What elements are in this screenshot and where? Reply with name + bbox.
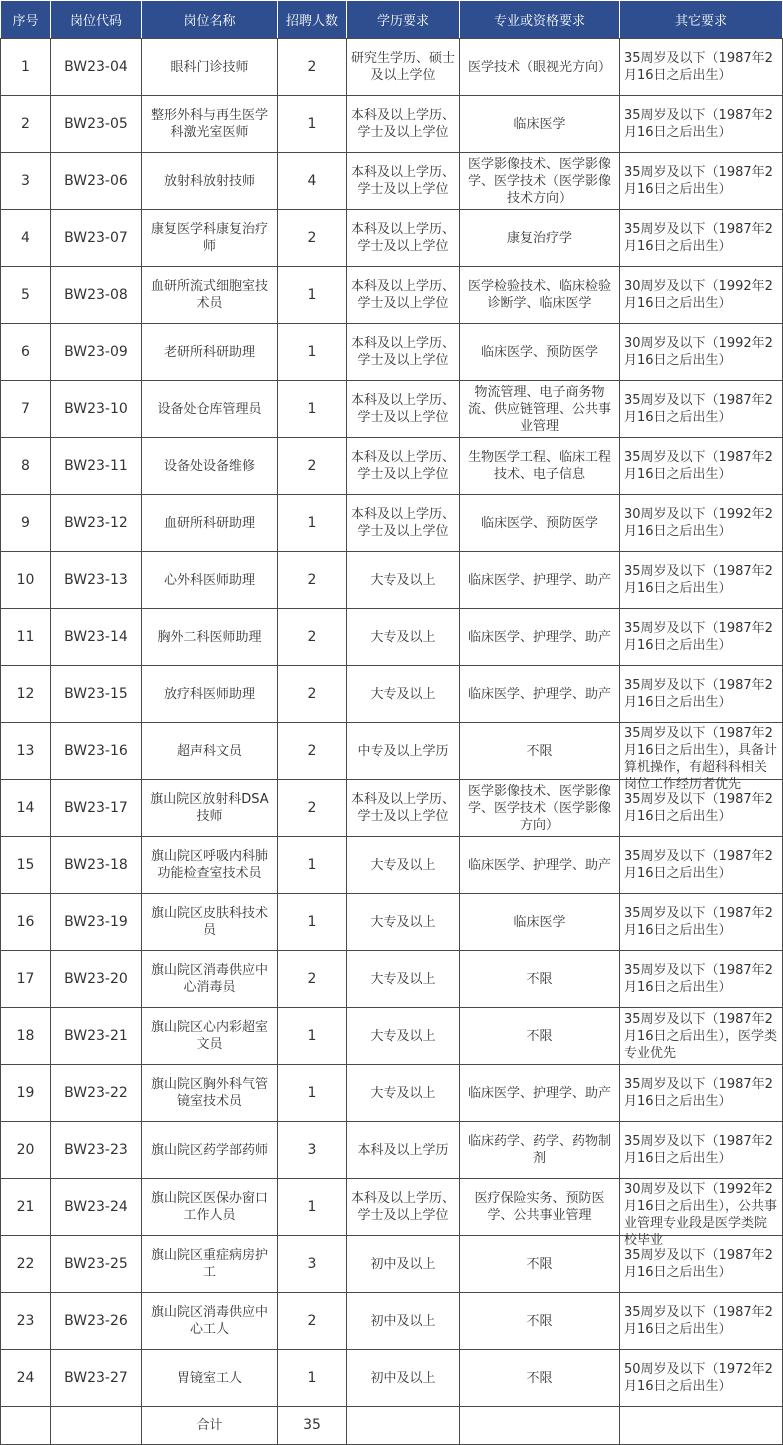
- other-text: 30周岁及以下（1992年2月16日之后出生），公共事业管理专业段是医学类院校毕业: [624, 1182, 778, 1248]
- cell-major: 不限: [460, 723, 620, 780]
- cell-education: 本科及以上学历、学士及以上学位: [347, 210, 460, 267]
- cell-major: 不限: [460, 1008, 620, 1065]
- table-row: [1, 837, 783, 894]
- cell-no: 24: [1, 1350, 51, 1407]
- cell-education: 研究生学历、硕士及以上学位: [347, 39, 460, 96]
- cell-other: [620, 837, 783, 894]
- cell-major: 临床医学: [460, 894, 620, 951]
- cell-no: 12: [1, 666, 51, 723]
- cell-position-name: 血研所科研助理: [142, 495, 278, 552]
- total-empty-4: [460, 1407, 620, 1445]
- other-text: 35周岁及以下（1987年2月16日之后出生）: [624, 1134, 773, 1166]
- cell-code: BW23-11: [51, 438, 142, 495]
- cell-education: 本科及以上学历、学士及以上学位: [347, 495, 460, 552]
- header-other: 其它要求: [620, 1, 783, 39]
- cell-count: 2: [278, 1293, 347, 1350]
- cell-count: 1: [278, 1008, 347, 1065]
- cell-other: [620, 1350, 783, 1407]
- cell-education: 大专及以上: [347, 837, 460, 894]
- cell-education: 大专及以上: [347, 951, 460, 1008]
- cell-count: 1: [278, 267, 347, 324]
- cell-no: 10: [1, 552, 51, 609]
- table-row: [1, 267, 783, 324]
- cell-no: 18: [1, 1008, 51, 1065]
- cell-count: 3: [278, 1236, 347, 1293]
- cell-no: 17: [1, 951, 51, 1008]
- cell-count: 1: [278, 324, 347, 381]
- cell-position-name: 放疗科医师助理: [142, 666, 278, 723]
- other-text: 35周岁及以下（1987年2月16日之后出生）: [624, 1077, 773, 1109]
- cell-code: BW23-14: [51, 609, 142, 666]
- cell-major: 康复治疗学: [460, 210, 620, 267]
- cell-major: 不限: [460, 951, 620, 1008]
- cell-other: [620, 894, 783, 951]
- cell-position-name: 旗山院区呼吸内科肺功能检查室技术员: [142, 837, 278, 894]
- cell-position-name: 超声科文员: [142, 723, 278, 780]
- cell-other: [620, 438, 783, 495]
- other-text: 35周岁及以下（1987年2月16日之后出生），具备计算机操作，有超科科相关岗位工作经历者优先: [624, 726, 778, 792]
- header-code: 岗位代码: [51, 1, 142, 39]
- cell-no: 16: [1, 894, 51, 951]
- other-text: 35周岁及以下（1987年2月16日之后出生）: [624, 450, 773, 482]
- other-text: 50周岁及以下（1972年2月16日之后出生）: [624, 1362, 773, 1394]
- table-row: [1, 609, 783, 666]
- cell-count: 2: [278, 723, 347, 780]
- cell-code: BW23-06: [51, 153, 142, 210]
- other-text: 35周岁及以下（1987年2月16日之后出生）: [624, 1305, 773, 1337]
- cell-code: BW23-09: [51, 324, 142, 381]
- cell-position-name: 旗山院区消毒供应中心消毒员: [142, 951, 278, 1008]
- cell-position-name: 旗山院区皮肤科技术员: [142, 894, 278, 951]
- cell-count: 1: [278, 837, 347, 894]
- cell-count: 3: [278, 1122, 347, 1179]
- cell-code: BW23-10: [51, 381, 142, 438]
- cell-education: 初中及以上: [347, 1350, 460, 1407]
- cell-no: 2: [1, 96, 51, 153]
- table-row: [1, 1350, 783, 1407]
- cell-code: BW23-19: [51, 894, 142, 951]
- cell-code: BW23-21: [51, 1008, 142, 1065]
- cell-education: 大专及以上: [347, 1008, 460, 1065]
- total-row: [1, 1407, 783, 1445]
- cell-no: 8: [1, 438, 51, 495]
- cell-no: 23: [1, 1293, 51, 1350]
- header-count: 招聘人数: [278, 1, 347, 39]
- cell-major: 临床医学、护理学、助产: [460, 609, 620, 666]
- cell-no: 1: [1, 39, 51, 96]
- cell-major: 医学影像技术、医学影像学、医学技术（医学影像技术方向）: [460, 153, 620, 210]
- other-text: 35周岁及以下（1987年2月16日之后出生）: [624, 792, 773, 824]
- cell-position-name: 旗山院区胸外科气管镜室技术员: [142, 1065, 278, 1122]
- cell-major: 物流管理、电子商务物流、供应链管理、公共事业管理: [460, 381, 620, 438]
- cell-code: BW23-13: [51, 552, 142, 609]
- cell-education: 本科及以上学历、学士及以上学位: [347, 267, 460, 324]
- cell-code: BW23-26: [51, 1293, 142, 1350]
- table-row: [1, 324, 783, 381]
- cell-other: [620, 153, 783, 210]
- table-row: [1, 39, 783, 96]
- table-row: [1, 210, 783, 267]
- cell-major: 临床医学、护理学、助产: [460, 837, 620, 894]
- cell-major: 临床药学、药学、药物制剂: [460, 1122, 620, 1179]
- table-row: [1, 438, 783, 495]
- table-row: [1, 96, 783, 153]
- other-text: 35周岁及以下（1987年2月16日之后出生）: [624, 165, 773, 197]
- cell-count: 1: [278, 1350, 347, 1407]
- cell-major: 医学检验技术、临床检验诊断学、临床医学: [460, 267, 620, 324]
- table-row: [1, 666, 783, 723]
- cell-no: 11: [1, 609, 51, 666]
- cell-count: 2: [278, 951, 347, 1008]
- cell-education: 初中及以上: [347, 1293, 460, 1350]
- other-text: 35周岁及以下（1987年2月16日之后出生），医学类专业优先: [624, 1011, 778, 1061]
- cell-code: BW23-05: [51, 96, 142, 153]
- cell-education: 本科及以上学历、学士及以上学位: [347, 1179, 460, 1236]
- cell-count: 1: [278, 894, 347, 951]
- table-row: [1, 1293, 783, 1350]
- cell-count: 1: [278, 1065, 347, 1122]
- cell-code: BW23-12: [51, 495, 142, 552]
- cell-code: BW23-16: [51, 723, 142, 780]
- other-text: 35周岁及以下（1987年2月16日之后出生）: [624, 564, 773, 596]
- cell-major: 临床医学、护理学、助产: [460, 666, 620, 723]
- cell-no: 9: [1, 495, 51, 552]
- cell-count: 2: [278, 780, 347, 837]
- other-text: 35周岁及以下（1987年2月16日之后出生）: [624, 678, 773, 710]
- cell-other: [620, 951, 783, 1008]
- cell-other: [620, 723, 783, 792]
- cell-education: 大专及以上: [347, 1065, 460, 1122]
- cell-code: BW23-25: [51, 1236, 142, 1293]
- cell-count: 2: [278, 552, 347, 609]
- cell-other: [620, 1065, 783, 1122]
- cell-position-name: 旗山院区重症病房护工: [142, 1236, 278, 1293]
- cell-major: 不限: [460, 1293, 620, 1350]
- header-name: 岗位名称: [142, 1, 278, 39]
- cell-major: 不限: [460, 1350, 620, 1407]
- cell-count: 2: [278, 609, 347, 666]
- cell-code: BW23-23: [51, 1122, 142, 1179]
- cell-count: 2: [278, 438, 347, 495]
- cell-other: [620, 267, 783, 324]
- cell-major: 临床医学、预防医学: [460, 495, 620, 552]
- cell-position-name: 康复医学科康复治疗师: [142, 210, 278, 267]
- table-row: [1, 951, 783, 1008]
- cell-education: 中专及以上学历: [347, 723, 460, 780]
- cell-count: 1: [278, 495, 347, 552]
- other-text: 35周岁及以下（1987年2月16日之后出生）: [624, 393, 773, 425]
- cell-position-name: 血研所流式细胞室技术员: [142, 267, 278, 324]
- cell-education: 本科及以上学历、学士及以上学位: [347, 324, 460, 381]
- cell-education: 本科及以上学历、学士及以上学位: [347, 153, 460, 210]
- cell-major: 不限: [460, 1236, 620, 1293]
- cell-count: 1: [278, 381, 347, 438]
- cell-code: BW23-07: [51, 210, 142, 267]
- other-text: 35周岁及以下（1987年2月16日之后出生）: [624, 1248, 773, 1280]
- other-text: 30周岁及以下（1992年2月16日之后出生）: [624, 507, 773, 539]
- cell-position-name: 旗山院区医保办窗口工作人员: [142, 1179, 278, 1236]
- table-row: [1, 153, 783, 210]
- cell-no: 20: [1, 1122, 51, 1179]
- cell-code: BW23-15: [51, 666, 142, 723]
- cell-position-name: 放射科放射技师: [142, 153, 278, 210]
- cell-major: 生物医学工程、临床工程技术、电子信息: [460, 438, 620, 495]
- cell-other: [620, 96, 783, 153]
- cell-other: [620, 1179, 783, 1248]
- cell-no: 14: [1, 780, 51, 837]
- cell-code: BW23-17: [51, 780, 142, 837]
- table-row: [1, 894, 783, 951]
- cell-code: BW23-04: [51, 39, 142, 96]
- total-empty-1: [1, 1407, 51, 1445]
- cell-major: 医学影像技术、医学影像学、医学技术（医学影像方向）: [460, 780, 620, 837]
- cell-other: [620, 552, 783, 609]
- cell-education: 本科及以上学历: [347, 1122, 460, 1179]
- cell-code: BW23-08: [51, 267, 142, 324]
- cell-education: 本科及以上学历、学士及以上学位: [347, 780, 460, 837]
- cell-major: 医学技术（眼视光方向）: [460, 39, 620, 96]
- cell-other: [620, 609, 783, 666]
- table-row: [1, 381, 783, 438]
- cell-education: 大专及以上: [347, 894, 460, 951]
- cell-count: 2: [278, 666, 347, 723]
- cell-other: [620, 495, 783, 552]
- table-row: [1, 1065, 783, 1122]
- total-label: 合计: [142, 1407, 278, 1445]
- other-text: 30周岁及以下（1992年2月16日之后出生）: [624, 279, 773, 311]
- cell-major: 临床医学、护理学、助产: [460, 1065, 620, 1122]
- cell-position-name: 设备处设备维修: [142, 438, 278, 495]
- other-text: 35周岁及以下（1987年2月16日之后出生）: [624, 621, 773, 653]
- cell-education: 大专及以上: [347, 609, 460, 666]
- other-text: 30周岁及以下（1992年2月16日之后出生）: [624, 336, 773, 368]
- cell-major: 临床医学、护理学、助产: [460, 552, 620, 609]
- cell-other: [620, 1008, 783, 1065]
- table-row: [1, 495, 783, 552]
- cell-position-name: 旗山院区药学部药师: [142, 1122, 278, 1179]
- table-row: [1, 1008, 783, 1065]
- total-count: 35: [278, 1407, 347, 1445]
- table-row: [1, 1179, 783, 1236]
- total-empty-5: [620, 1407, 783, 1445]
- other-text: 35周岁及以下（1987年2月16日之后出生）: [624, 963, 773, 995]
- total-empty-3: [347, 1407, 460, 1445]
- cell-no: 3: [1, 153, 51, 210]
- cell-no: 13: [1, 723, 51, 780]
- cell-count: 1: [278, 1179, 347, 1236]
- cell-count: 2: [278, 39, 347, 96]
- cell-education: 初中及以上: [347, 1236, 460, 1293]
- cell-other: [620, 381, 783, 438]
- cell-position-name: 心外科医师助理: [142, 552, 278, 609]
- cell-position-name: 旗山院区放射科DSA技师: [142, 780, 278, 837]
- cell-no: 6: [1, 324, 51, 381]
- cell-position-name: 眼科门诊技师: [142, 39, 278, 96]
- cell-no: 15: [1, 837, 51, 894]
- cell-other: [620, 666, 783, 723]
- cell-count: 2: [278, 210, 347, 267]
- cell-no: 21: [1, 1179, 51, 1236]
- cell-code: BW23-27: [51, 1350, 142, 1407]
- header-row: [1, 1, 783, 39]
- cell-major: 临床医学: [460, 96, 620, 153]
- other-text: 35周岁及以下（1987年2月16日之后出生）: [624, 108, 773, 140]
- cell-position-name: 胸外二科医师助理: [142, 609, 278, 666]
- cell-position-name: 整形外科与再生医学科激光室医师: [142, 96, 278, 153]
- cell-code: BW23-18: [51, 837, 142, 894]
- cell-position-name: 旗山院区心内彩超室文员: [142, 1008, 278, 1065]
- cell-no: 19: [1, 1065, 51, 1122]
- cell-other: [620, 1122, 783, 1179]
- other-text: 35周岁及以下（1987年2月16日之后出生）: [624, 906, 773, 938]
- cell-education: 本科及以上学历、学士及以上学位: [347, 381, 460, 438]
- table-row: [1, 1236, 783, 1293]
- cell-no: 22: [1, 1236, 51, 1293]
- cell-education: 本科及以上学历、学士及以上学位: [347, 438, 460, 495]
- cell-other: [620, 39, 783, 96]
- table-row: [1, 1122, 783, 1179]
- table-row: [1, 723, 783, 780]
- cell-code: BW23-24: [51, 1179, 142, 1236]
- cell-code: BW23-20: [51, 951, 142, 1008]
- cell-count: 1: [278, 96, 347, 153]
- table-body: [1, 39, 783, 1407]
- cell-no: 5: [1, 267, 51, 324]
- cell-code: BW23-22: [51, 1065, 142, 1122]
- cell-other: [620, 1293, 783, 1350]
- cell-education: 大专及以上: [347, 666, 460, 723]
- other-text: 35周岁及以下（1987年2月16日之后出生）: [624, 51, 773, 83]
- cell-count: 4: [278, 153, 347, 210]
- cell-position-name: 设备处仓库管理员: [142, 381, 278, 438]
- cell-other: [620, 210, 783, 267]
- cell-position-name: 胃镜室工人: [142, 1350, 278, 1407]
- table-row: [1, 552, 783, 609]
- cell-position-name: 老研所科研助理: [142, 324, 278, 381]
- total-empty-2: [51, 1407, 142, 1445]
- header-no: 序号: [1, 1, 51, 39]
- header-education: 学历要求: [347, 1, 460, 39]
- cell-education: 本科及以上学历、学士及以上学位: [347, 96, 460, 153]
- cell-major: 医疗保险实务、预防医学、公共事业管理: [460, 1179, 620, 1236]
- cell-education: 大专及以上: [347, 552, 460, 609]
- cell-no: 4: [1, 210, 51, 267]
- other-text: 35周岁及以下（1987年2月16日之后出生）: [624, 849, 773, 881]
- cell-major: 临床医学、预防医学: [460, 324, 620, 381]
- cell-position-name: 旗山院区消毒供应中心工人: [142, 1293, 278, 1350]
- other-text: 35周岁及以下（1987年2月16日之后出生）: [624, 222, 773, 254]
- cell-other: [620, 324, 783, 381]
- cell-no: 7: [1, 381, 51, 438]
- header-major: 专业或资格要求: [460, 1, 620, 39]
